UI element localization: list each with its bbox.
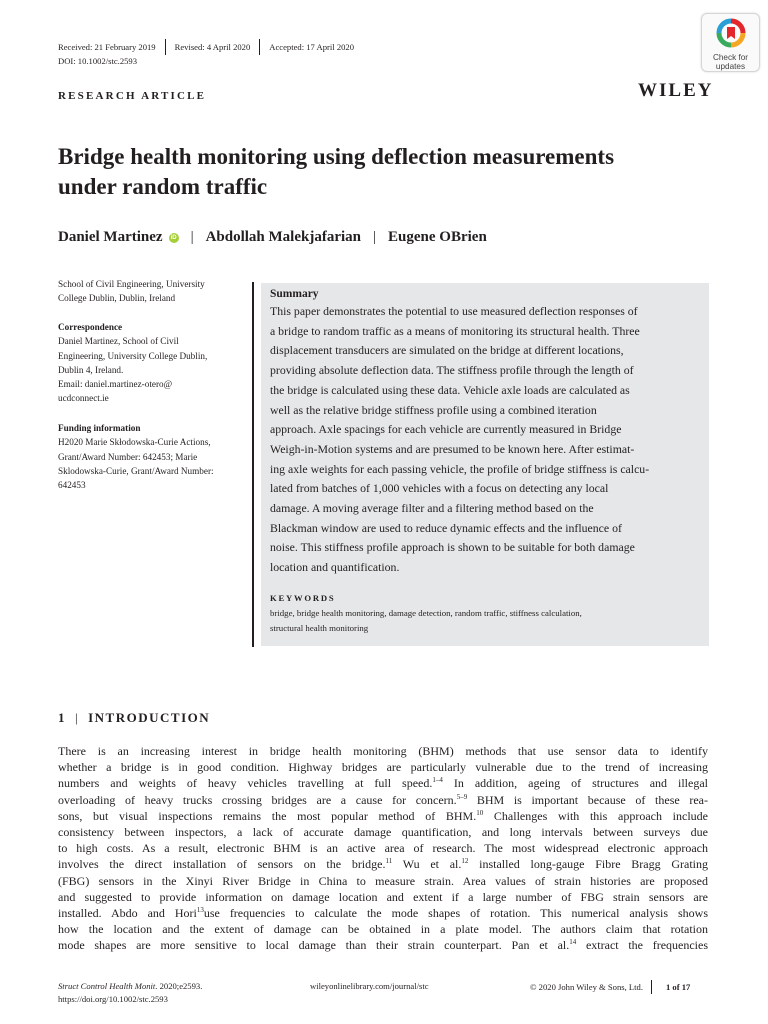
body-line: how the location and the extent of damage can be obtained in a plate model. The authors claim that rotation — [58, 922, 708, 937]
citation[interactable]: 13 — [196, 906, 204, 915]
keywords — [270, 606, 700, 636]
page-number: 1 of 17 — [665, 981, 691, 992]
keywords-line: structural health monitoring — [270, 622, 369, 633]
section-separator: | — [75, 710, 80, 725]
abstract-divider — [252, 282, 254, 647]
doi: DOI: 10.1002/stc.2593 — [58, 56, 138, 66]
author-name[interactable]: Eugene OBrien — [388, 229, 487, 245]
summary-line: damage. A moving average filter and a filtering method based on the — [270, 501, 594, 516]
copyright: © 2020 John Wiley & Sons, Ltd. — [530, 981, 643, 992]
section-title: INTRODUCTION — [88, 710, 211, 725]
body-line: (FBG) sensors in the Xinyi River Bridge in China to measure strain. Area values of strain histories are proposed — [58, 873, 708, 888]
correspondence — [58, 320, 248, 406]
summary-line: the bridge is calculated using these data. Vehicle axle loads are calculated as — [270, 382, 630, 397]
funding-line: Grant/Award Number: 642453; Marie — [58, 451, 198, 462]
body-line: overloading of heavy trucks crossing bridges are a cause for concern.$^{5-9}$ BHM is important because of these rea- — [58, 792, 708, 807]
summary-line: Blackman window are used to reduce dynamic effects and the influence of — [270, 520, 622, 535]
summary-line: Weigh-in-Motion systems and are presumed to be known here. After estimat- — [270, 441, 635, 456]
correspondence-email[interactable]: ucdconnect.ie — [58, 393, 109, 404]
body-line: installed. Abdo and Hori$^{13}$use frequencies to calculate the mode shapes of rotation. This numerical analysis shows — [58, 906, 709, 921]
footer-doi-link[interactable]: https://doi.org/10.1002/stc.2593 — [58, 994, 168, 1004]
footer-citation — [58, 980, 202, 1006]
body-line: and suggested to provide information on damage location and extent if a large number of FBG strain sensors are — [58, 889, 708, 904]
citation[interactable]: 14 — [569, 938, 577, 947]
revised-date: Revised: 4 April 2020 — [174, 42, 251, 52]
summary-line: location and quantification. — [270, 560, 400, 575]
article-dates — [58, 39, 354, 55]
accepted-date: Accepted: 17 April 2020 — [269, 42, 355, 52]
body-line: to high costs. As a result, electronic BHM is an active area of research. The most widespread electronic approach — [58, 841, 708, 856]
summary-line: providing absolute deflection data. The stiffness profile through the length of — [270, 363, 634, 378]
summary-heading: Summary — [270, 288, 319, 300]
correspondence-line: Dublin 4, Ireland. — [58, 364, 124, 375]
author-list — [58, 229, 487, 246]
keywords-line: bridge, bridge health monitoring, damage detection, random traffic, stiffness calculation, — [270, 607, 582, 618]
summary-line: lated from batches of 1,000 vehicles with a focus on detecting any local — [270, 481, 609, 496]
summary-text — [270, 302, 700, 578]
author-name[interactable]: Abdollah Malekjafarian — [205, 229, 362, 245]
check-for-updates-badge[interactable] — [701, 13, 760, 72]
funding-line: Sklodowska-Curie, Grant/Award Number: — [58, 465, 214, 476]
received-date: Received: 21 February 2019 — [58, 42, 156, 52]
publisher-logo: WILEY — [638, 80, 714, 101]
correspondence-line: Engineering, University College Dublin, — [58, 350, 208, 361]
summary-box — [261, 283, 709, 646]
footer-divider — [651, 980, 652, 994]
body-line: sons, but visual inspections remains the most popular method of BHM.$^{10}$ Challenges with this approach include — [58, 808, 708, 823]
title-line: under random traffic — [58, 174, 268, 199]
summary-line: a bridge to random traffic as a means of monitoring its structural health. Three — [270, 323, 640, 338]
affiliation-line: School of Civil Engineering, University — [58, 279, 205, 289]
orcid-icon[interactable]: iD — [170, 234, 177, 241]
citation[interactable]: 5–9 — [456, 792, 468, 801]
body-line: There is an increasing interest in bridge health monitoring (BHM) methods that use sensor data to identify — [58, 744, 708, 758]
affiliation-line: College Dublin, Dublin, Ireland — [58, 293, 176, 304]
correspondence-line: Daniel Martinez, School of Civil — [58, 336, 179, 347]
body-line: mode shapes are more sensitive to local damage than their strain counterpart. Pan et al.$^{14}$ extract the frequencies — [58, 938, 709, 953]
summary-line: well as the relative bridge stiffness profile using a combined iteration — [270, 402, 597, 417]
badge-line-2: updates — [715, 61, 746, 71]
keywords-heading: KEYWORDS — [270, 592, 336, 603]
summary-line: This paper demonstrates the potential to use measured deflection responses of — [270, 304, 638, 318]
body-line: consistency between inspectors, a lack of accurate damage quantification, and long intervals between surveys due — [58, 825, 708, 840]
article-type: RESEARCH ARTICLE — [58, 90, 207, 102]
author-separator: | — [373, 229, 377, 245]
introduction-text — [58, 743, 708, 954]
body-line: involves the direct installation of sensors on the bridge.$^{11}$ Wu et al.$^{12}$ installed long-gauge Fibre Bragg Grating — [58, 857, 709, 872]
page-title — [58, 142, 718, 202]
citation[interactable]: 1–4 — [432, 776, 443, 785]
author-separator: | — [190, 229, 194, 245]
correspondence-heading: Correspondence — [58, 322, 123, 332]
date-divider — [165, 39, 166, 55]
correspondence-email[interactable]: Email: daniel.martinez-otero@ — [58, 379, 173, 390]
funding-line: 642453 — [58, 480, 86, 491]
summary-line: noise. This stiffness profile approach is shown to be suitable for both damage — [270, 540, 635, 555]
citation[interactable]: 10 — [476, 808, 484, 817]
journal-name: Struct Control Health Monit. — [58, 981, 158, 991]
body-line: whether a bridge is in good condition. Highway bridges are particularly vulnerable due to the trend of increasing — [58, 760, 708, 775]
citation[interactable]: 12 — [461, 857, 469, 866]
author-name[interactable]: Daniel Martinez — [58, 229, 163, 245]
summary-line: ing axle weights for each passing vehicle, the profile of bridge stiffness is calcu- — [270, 461, 650, 476]
funding-heading: Funding information — [58, 423, 141, 433]
section-number: 1 — [58, 710, 66, 725]
journal-issue: 2020;e2593. — [157, 981, 203, 991]
funding-line: H2020 Marie Skłodowska-Curie Actions, — [58, 437, 211, 448]
summary-line: displacement transducers are simulated on the bridge at different locations, — [270, 343, 624, 358]
citation[interactable]: 11 — [385, 857, 393, 866]
footer-right — [530, 980, 690, 994]
summary-line: approach. Axle spacings for each vehicle are currently measured in Bridge — [270, 422, 622, 437]
funding-information — [58, 421, 248, 492]
section-heading — [58, 710, 210, 726]
date-divider — [259, 39, 260, 55]
body-line: numbers and weights of heavy vehicles travelling at full speed.$^{1-4}$ In addition, ageing of structures and illegal — [58, 776, 709, 791]
title-line: Bridge health monitoring using deflection measurements — [58, 144, 615, 169]
footer-site-link[interactable]: wileyonlinelibrary.com/journal/stc — [310, 981, 429, 991]
badge-line-1: Check for — [712, 53, 749, 62]
crossmark-icon — [716, 18, 746, 48]
affiliation — [58, 277, 248, 306]
